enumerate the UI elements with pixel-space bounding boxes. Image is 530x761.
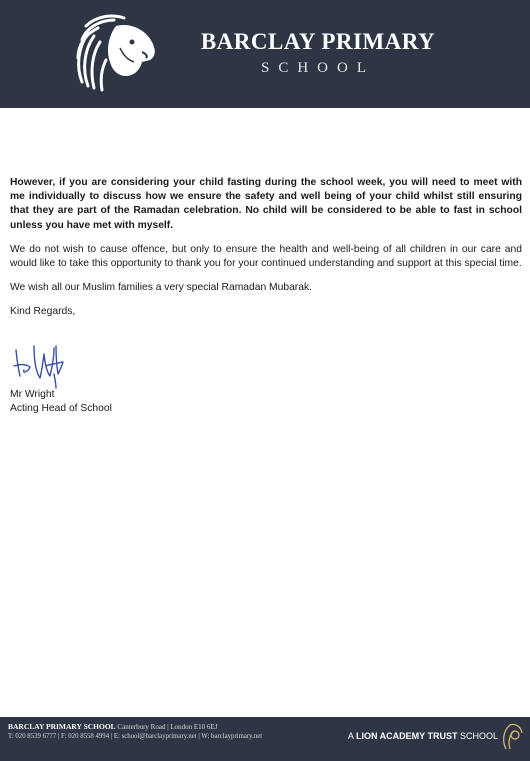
- lion-head-icon: [72, 12, 160, 92]
- handwritten-signature: [12, 340, 67, 390]
- closing-line: Kind Regards,: [10, 306, 76, 318]
- footer-contact-line: T: 020 8539 6777 | F: 020 8558 4994 | E: school@barclayprimary.net | W: barclayprimary.net: [8, 733, 263, 740]
- trust-label: [348, 731, 498, 741]
- letterhead: [0, 0, 530, 108]
- footer-address: Canterbury Road | London E10 6EJ: [117, 723, 218, 731]
- footer-address-line: [8, 722, 217, 731]
- wellbeing-paragraph: We do not wish to cause offence, but only to ensure the health and well-being of all children in our care and would like to take this opportunity to thank you for your continued understanding and support at this special time.: [10, 243, 522, 270]
- footer-school-name: BARCLAY PRIMARY SCHOOL: [8, 722, 116, 731]
- lion-emblem-icon: [500, 721, 524, 751]
- signer-name: Mr Wright: [10, 389, 55, 400]
- school-subtitle: SCHOOL: [260, 60, 375, 76]
- trust-prefix: A: [347, 731, 354, 741]
- letter-footer: [0, 717, 530, 761]
- signature-block: [10, 388, 112, 416]
- trust-name: LION ACADEMY TRUST: [355, 731, 458, 741]
- signer-title: Acting Head of School: [10, 403, 112, 414]
- trust-suffix: SCHOOL: [459, 731, 498, 741]
- greeting-paragraph: We wish all our Muslim families a very special Ramadan Mubarak.: [10, 282, 312, 294]
- letter-body: [10, 176, 522, 330]
- school-title: BARCLAY PRIMARY: [200, 29, 436, 54]
- fasting-paragraph: However, if you are considering your child fasting during the school week, you will need to meet with me individually to discuss how we ensure the safety and well being of your child whilst still ensuring that they are part of the Ramadan celebration. No child will be considered to be able to fast in school unless you have met with myself.: [10, 177, 522, 231]
